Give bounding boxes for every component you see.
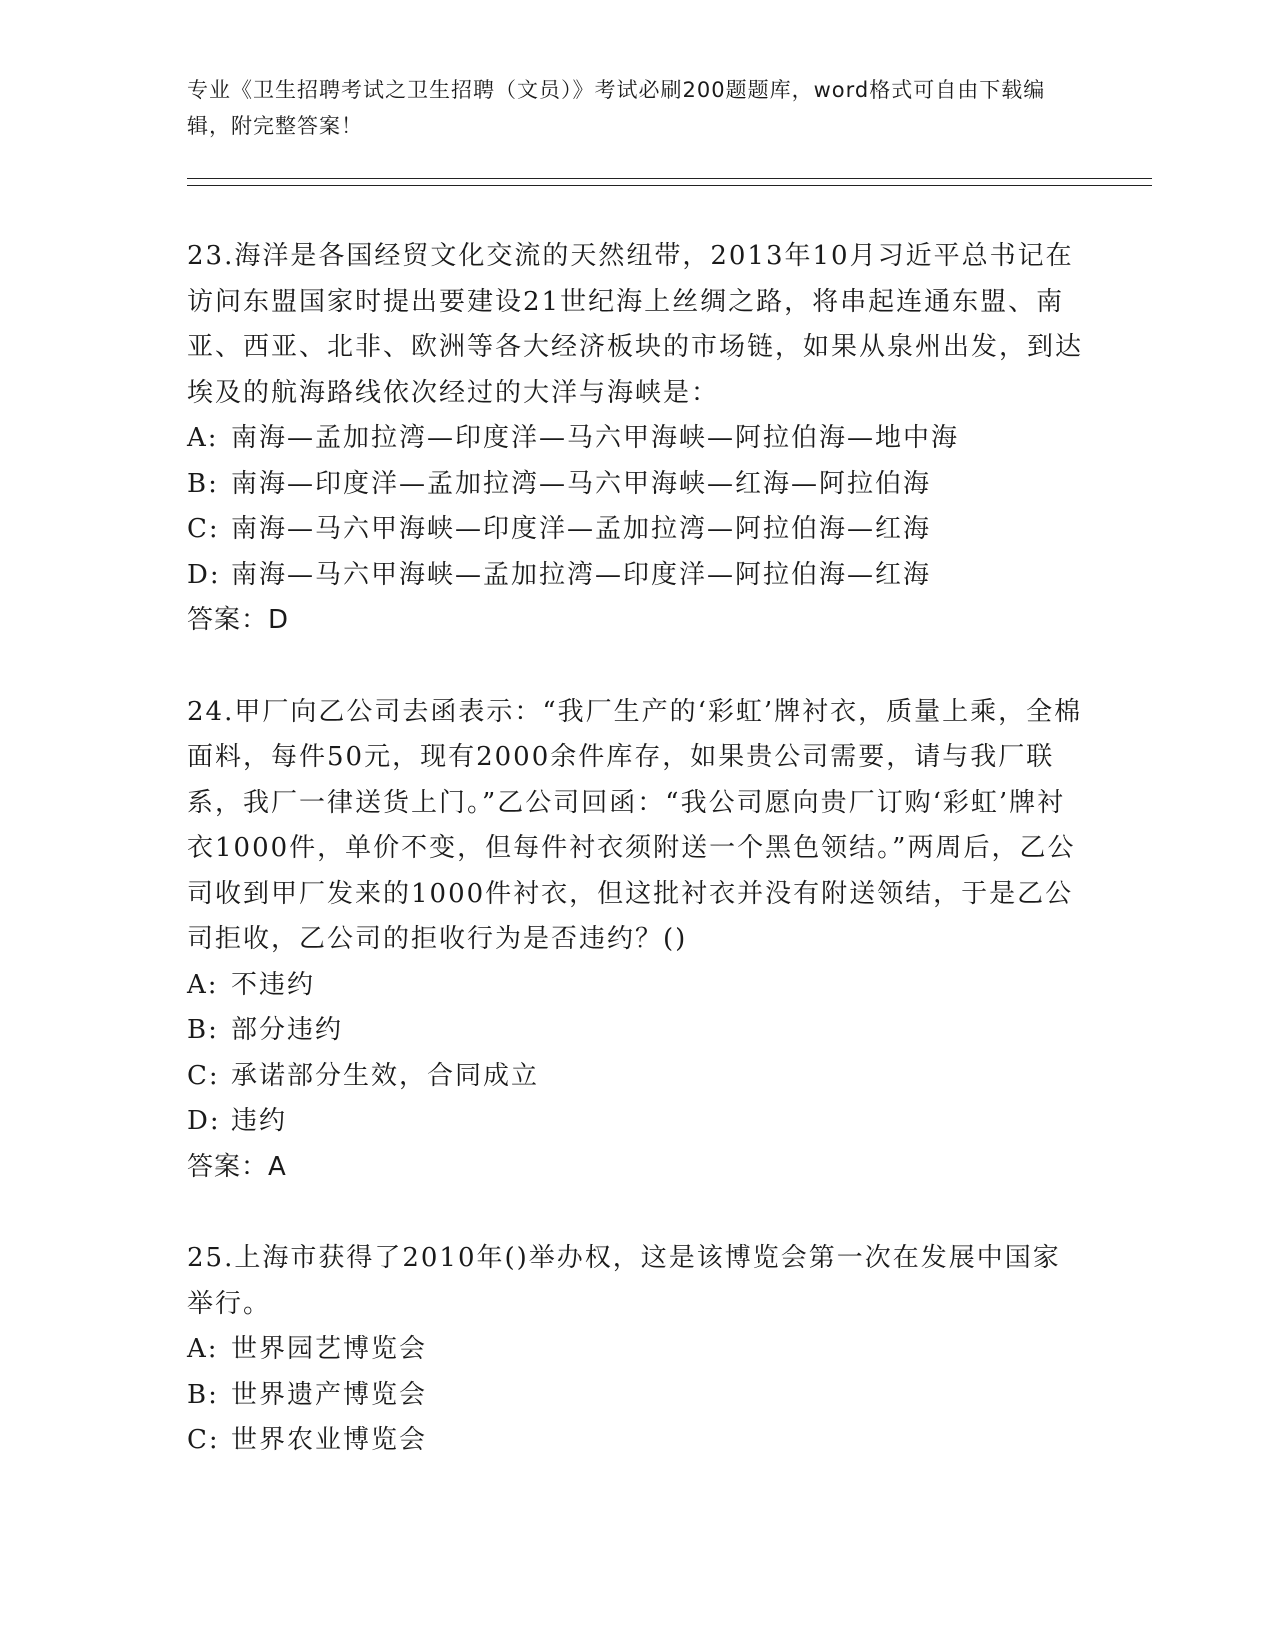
option-c (187, 507, 1087, 553)
option-d (187, 553, 1087, 599)
option-text: 违约 (231, 1106, 288, 1136)
option-text: 承诺部分生效，合同成立 (231, 1060, 540, 1091)
question-23 (187, 234, 1087, 644)
option-text: 南海—马六甲海峡—孟加拉湾—印度洋—阿拉伯海—红海 (231, 559, 932, 590)
option-text: 世界园艺博览会 (231, 1334, 428, 1364)
question-list (187, 234, 1087, 1510)
option-key: B: (187, 1379, 219, 1410)
option-text: 南海—马六甲海峡—印度洋—孟加拉湾—阿拉伯海—红海 (231, 514, 932, 544)
question-stem: 25.上海市获得了2010年()举办权，这是该博览会第一次在发展中国家举行。 (187, 1243, 1061, 1319)
option-b (187, 462, 1087, 508)
option-text: 部分违约 (231, 1015, 344, 1045)
option-a (187, 416, 1087, 462)
answer-line: 答案：D (187, 605, 290, 635)
question-stem: 23.海洋是各国经贸文化交流的天然纽带，2013年10月习近平总书记在访问东盟国家时提出要建设21世纪海上丝绸之路，将串起连通东盟、南亚、西亚、北非、欧洲等各大经济板块的市场链，如果从泉州出发，到达埃及的航海路线依次经过的大洋与海峡是： (187, 241, 1084, 408)
option-d (187, 1099, 1087, 1145)
option-key: B: (187, 1015, 219, 1045)
option-key: C: (187, 1425, 220, 1455)
question-stem: 24.甲厂向乙公司去函表示：“我厂生产的‘彩虹’牌衬衣，质量上乘，全棉面料，每件50元，现有2000余件库存，如果贵公司需要，请与我厂联系，我厂一律送货上门。”乙公司回函：“我公司愿向贵厂订购‘彩虹’牌衬衣1000件，单价不变，但每件衬衣须附送一个黑色领结。”两周后，乙公司收到甲厂发来的1000件衬衣，但这批衬衣并没有附送领结，于是乙公司拒收，乙公司的拒收行为是否违约？() (187, 696, 1083, 954)
option-key: A: (187, 969, 219, 1000)
option-a (187, 963, 1087, 1009)
option-key: A: (187, 1334, 219, 1364)
option-key: C: (187, 1060, 220, 1091)
option-key: A: (187, 423, 219, 453)
option-text: 世界农业博览会 (231, 1425, 428, 1455)
option-text: 南海—孟加拉湾—印度洋—马六甲海峡—阿拉伯海—地中海 (231, 423, 960, 453)
header-double-rule (187, 178, 1152, 186)
option-b (187, 1373, 1087, 1419)
answer-line: 答案：A (187, 1151, 287, 1182)
page-header: 专业《卫生招聘考试之卫生招聘（文员）》考试必刷200题题库，word格式可自由下载编辑，附完整答案！ (187, 78, 1046, 138)
option-key: D: (187, 559, 221, 590)
option-text: 不违约 (231, 969, 316, 1000)
option-key: B: (187, 468, 219, 499)
question-25 (187, 1236, 1087, 1464)
option-text: 南海—印度洋—孟加拉湾—马六甲海峡—红海—阿拉伯海 (231, 468, 932, 499)
option-key: D: (187, 1106, 221, 1136)
option-a (187, 1327, 1087, 1373)
option-c (187, 1054, 1087, 1100)
question-24 (187, 690, 1087, 1191)
option-c (187, 1418, 1087, 1464)
option-text: 世界遗产博览会 (231, 1379, 428, 1410)
option-key: C: (187, 514, 220, 544)
option-b (187, 1008, 1087, 1054)
